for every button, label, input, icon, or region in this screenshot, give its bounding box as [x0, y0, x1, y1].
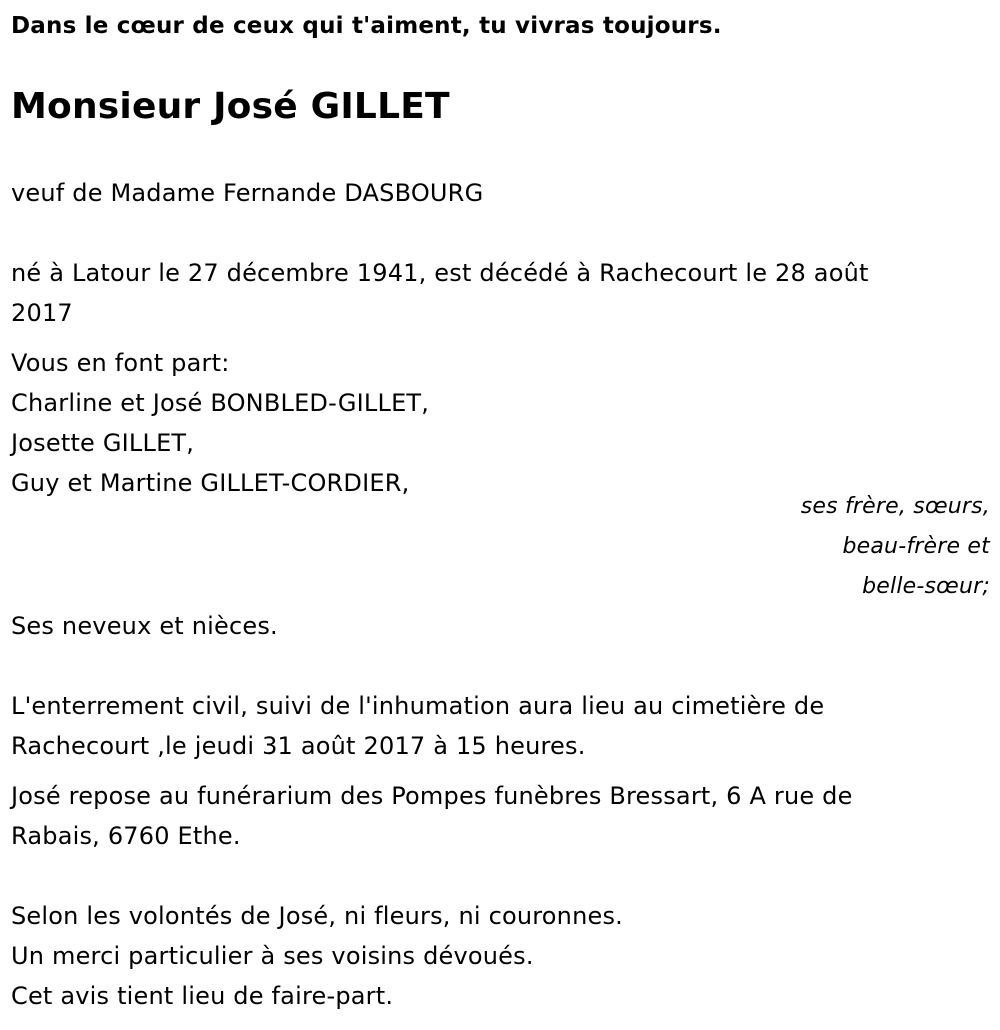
relation-line-1: ses frère, sœurs,	[800, 494, 990, 519]
closing-line-3: Cet avis tient lieu de faire-part.	[11, 982, 394, 1010]
announcer-2: Josette GILLET,	[11, 429, 195, 457]
relation-line-2: beau-frère et	[842, 534, 990, 559]
epigraph: Dans le cœur de ceux qui t'aiment, tu vivras toujours.	[11, 13, 722, 39]
closing-line-2: Un merci particulier à ses voisins dévoués.	[11, 942, 534, 970]
funerarium-line-1: José repose au funérarium des Pompes funèbres Bressart, 6 A rue de	[11, 782, 853, 810]
extended-family: Ses neveux et nièces.	[11, 612, 278, 640]
birth-death-line-1: né à Latour le 27 décembre 1941, est décédé à Rachecourt le 28 août	[11, 259, 869, 287]
birth-death-line-2: 2017	[11, 299, 73, 327]
funerarium-line-2: Rabais, 6760 Ethe.	[11, 822, 241, 850]
spouse-line: veuf de Madame Fernande DASBOURG	[11, 179, 484, 207]
announcer-3: Guy et Martine GILLET-CORDIER,	[11, 469, 410, 497]
relation-line-3: belle-sœur;	[862, 574, 990, 599]
closing-line-1: Selon les volontés de José, ni fleurs, ni couronnes.	[11, 902, 624, 930]
announcers-intro: Vous en font part:	[11, 349, 230, 377]
funeral-line-1: L'enterrement civil, suivi de l'inhumation aura lieu au cimetière de	[11, 692, 825, 720]
deceased-name: Monsieur José GILLET	[11, 86, 450, 127]
announcer-1: Charline et José BONBLED-GILLET,	[11, 389, 430, 417]
funeral-line-2: Rachecourt ,le jeudi 31 août 2017 à 15 heures.	[11, 732, 586, 760]
obituary-notice	[11, 0, 990, 1030]
